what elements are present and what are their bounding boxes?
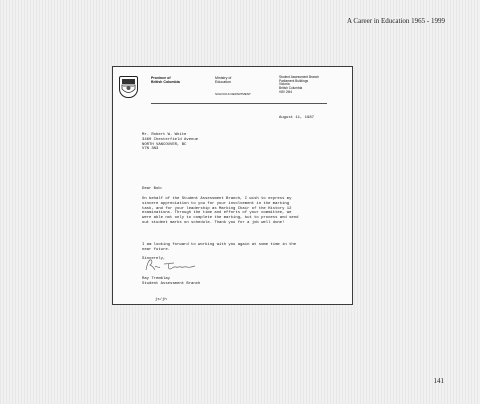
closing-line: Sincerely,	[142, 257, 166, 262]
letterhead-line: Victoria	[279, 82, 290, 87]
letter-body	[142, 197, 298, 226]
letter-image	[112, 66, 353, 305]
body-line: On behalf of the Student Assessment Branch, I wish to express my	[142, 197, 292, 201]
signer-block	[142, 277, 200, 287]
salutation: Dear Bob:	[142, 187, 164, 191]
page-number: 141	[433, 377, 444, 385]
letterhead-line: British Columbia	[279, 86, 303, 91]
body-line: were able not only to complete the marking, but to process and send	[142, 216, 299, 221]
running-header: A Career in Education 1965 - 1999	[347, 17, 445, 25]
letterhead-line: Province of	[151, 76, 171, 80]
letterhead-line: Ministry of	[215, 76, 232, 80]
ministry-name	[215, 76, 231, 85]
address-line: V7N 3N3	[142, 147, 159, 152]
closing-line: I am looking forward to working with you again at some time in the	[142, 243, 297, 247]
body-line: out student marks on schedule. Thank you for a job well done!	[142, 220, 285, 225]
recipient-address	[142, 133, 198, 152]
letterhead-line: Parliament Buildings	[279, 78, 309, 83]
address-line: 3460 Chesterfield Avenue	[142, 137, 199, 142]
body-line: examinations. Through the time and efforts of your committee, we	[142, 211, 292, 216]
signer-title: Student Assessment Branch	[142, 281, 201, 286]
letterhead-line: Education	[215, 80, 231, 85]
letterhead-line: Student Assessment Branch	[279, 75, 320, 79]
body-line: task, and for your leadership as Marking Chair of the History 12	[142, 206, 292, 211]
letterhead-line: V8V 2M4	[279, 89, 293, 94]
body-line: sincere appreciation to you for your involvement in the marking	[142, 201, 290, 206]
letterhead-divider	[151, 103, 327, 104]
handwritten-signature	[143, 257, 199, 278]
reference-initials: js/jh	[155, 298, 167, 302]
address-line: NORTH VANCOUVER, BC	[142, 142, 187, 147]
signer-name: Ray Tremblay	[142, 277, 171, 281]
province-name	[151, 76, 180, 85]
address-line: Mr. Robert W. White	[142, 133, 187, 137]
letter-date: August 11, 1987	[279, 116, 315, 120]
letterhead-line: British Columbia	[151, 80, 180, 85]
bc-crest-icon	[119, 76, 138, 98]
closing-line: near future.	[142, 247, 171, 252]
department-name: SCHOOLS DEPARTMENT	[215, 92, 251, 96]
branch-address	[279, 76, 319, 95]
letterhead	[113, 67, 352, 107]
